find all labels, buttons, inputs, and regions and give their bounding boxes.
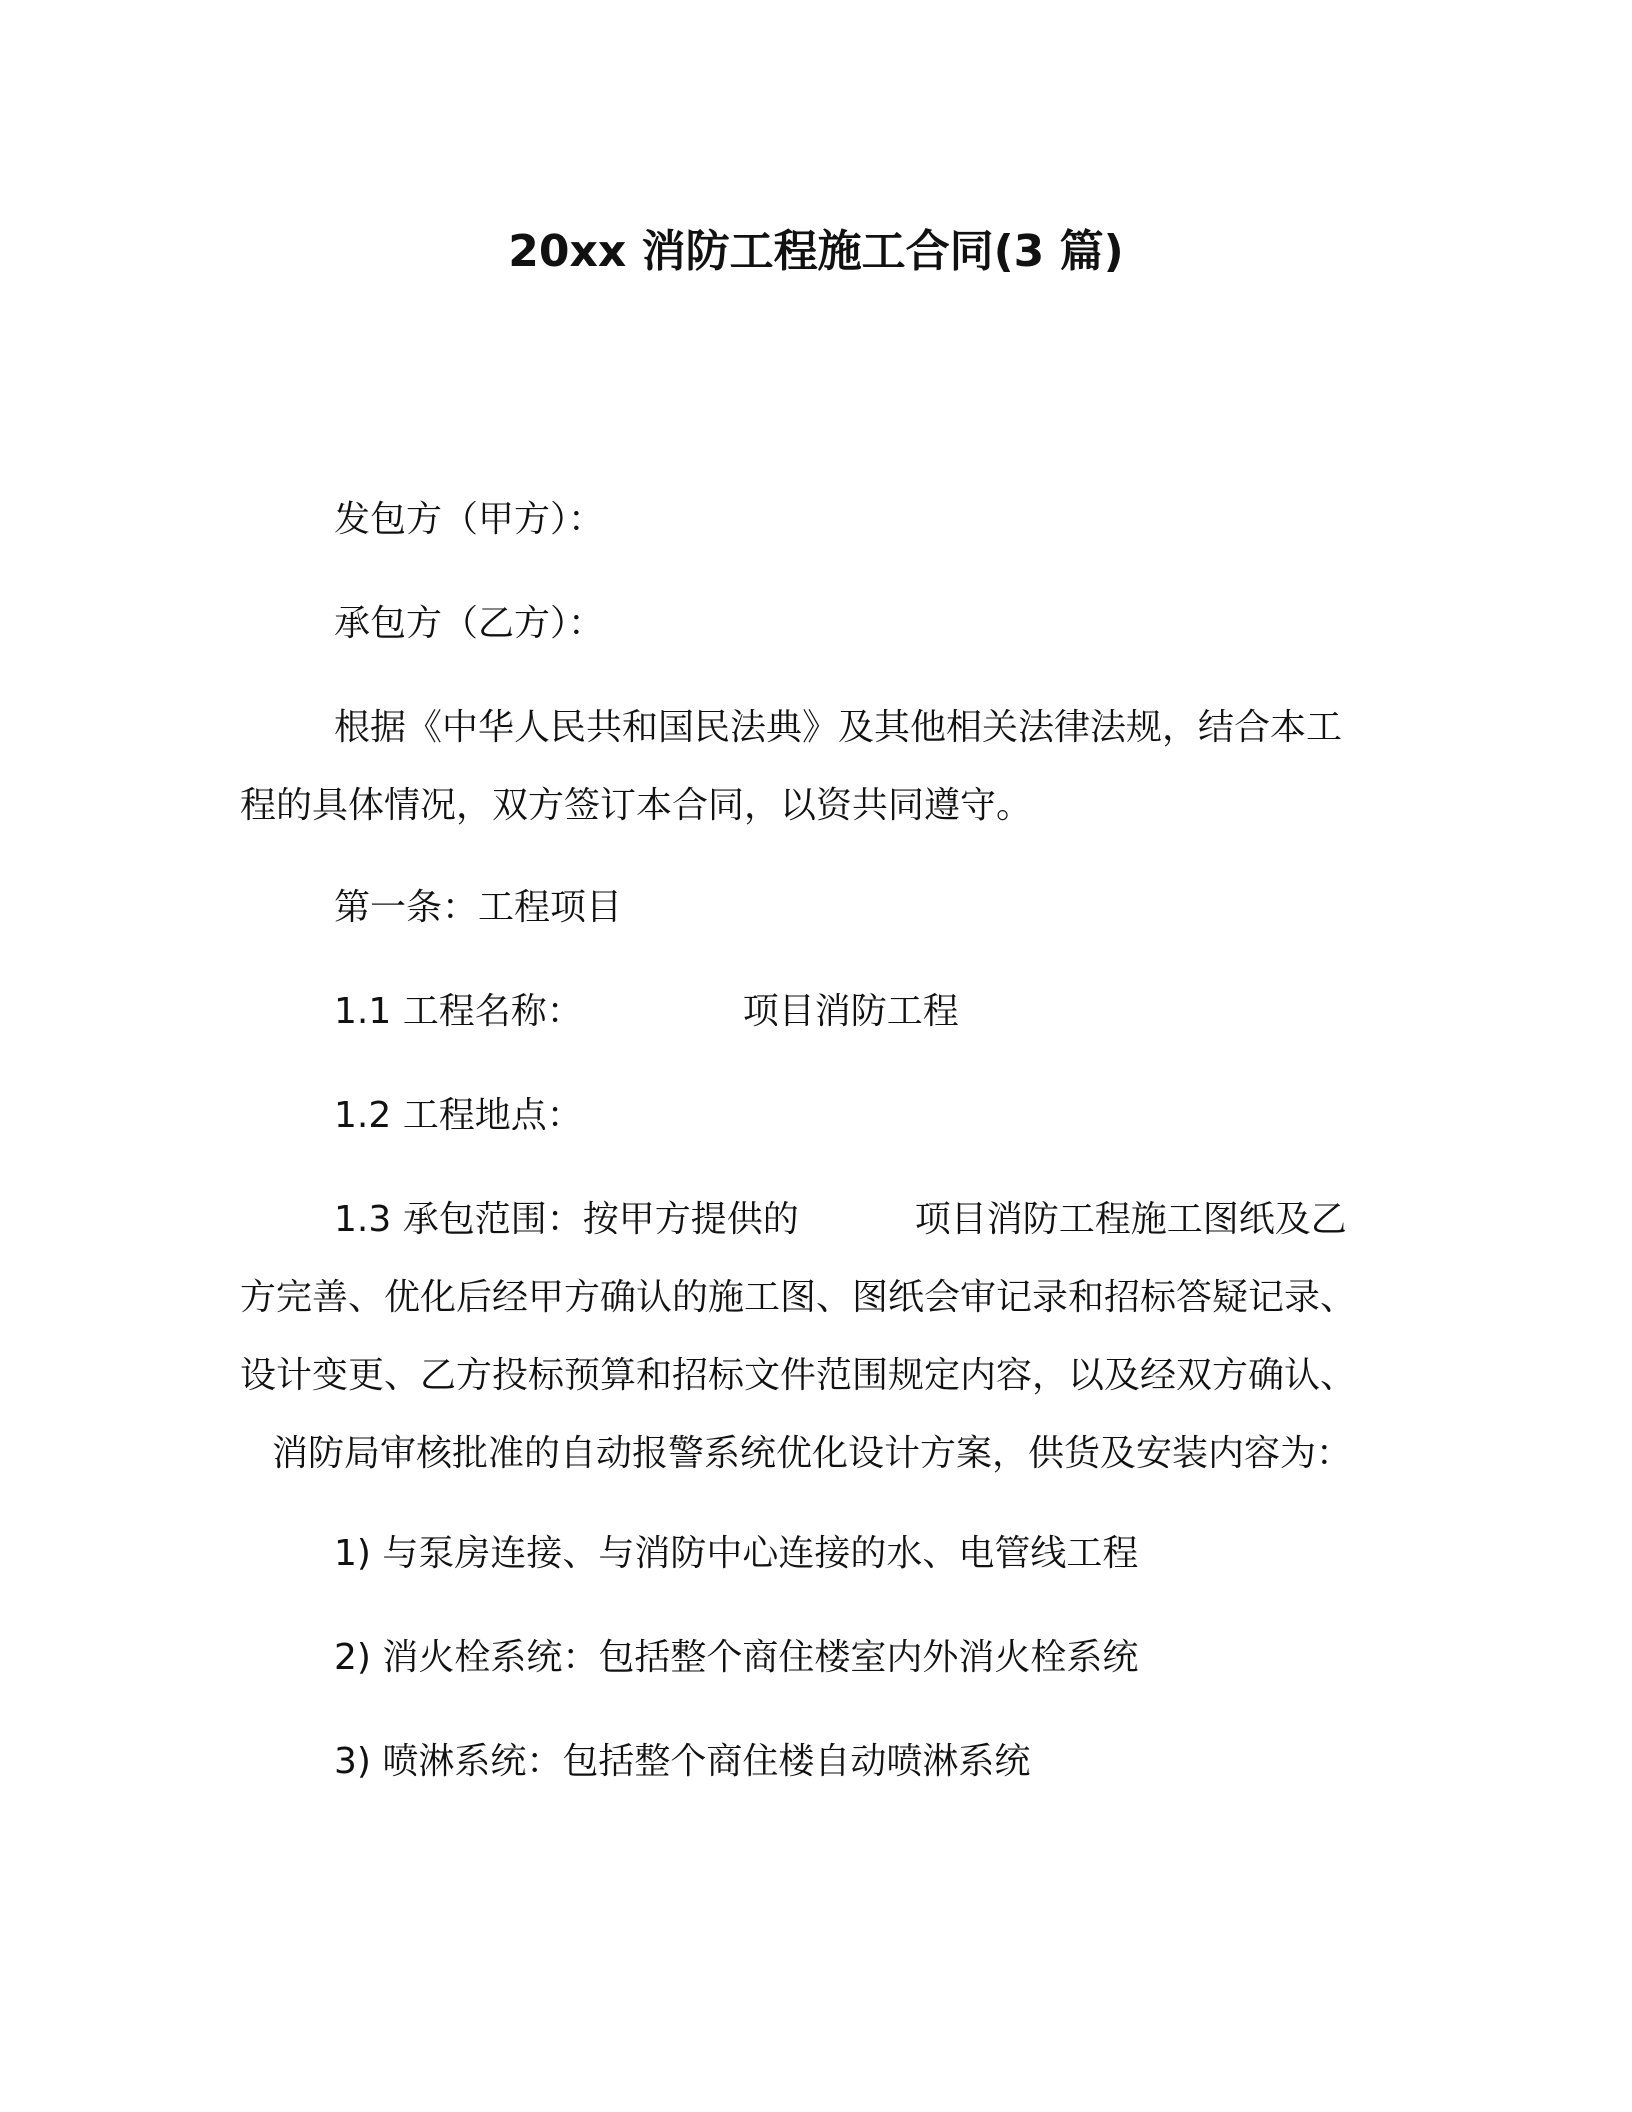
item-1-3-rest: 项目消防工程施工图纸及乙 [914, 1199, 1347, 1240]
intro-line-1: 根据《中华人民共和国民法典》及其他相关法律法规，结合本工 [334, 707, 1343, 748]
item-1-3-line-4: 消防局审核批准的自动报警系统优化设计方案，供货及安装内容为： [272, 1433, 1353, 1474]
list-item: 2) 消火栓系统：包括整个商住楼室内外消火栓系统 [334, 1637, 1139, 1678]
item-1-1 [334, 988, 959, 1036]
item-1-3-line-1 [334, 1196, 1347, 1244]
intro-line-2: 程的具体情况，双方签订本合同，以资共同遵守。 [240, 785, 1033, 826]
item-1-3-line-2: 方完善、优化后经甲方确认的施工图、图纸会审记录和招标答疑记录、 [240, 1277, 1357, 1318]
item-1-3-label: 1.3 承包范围：按甲方提供的 [334, 1199, 799, 1240]
item-1-1-label: 1.1 工程名称： [334, 991, 583, 1032]
item-1-2: 1.2 工程地点： [334, 1095, 583, 1136]
party-b-line: 承包方（乙方）： [334, 603, 605, 644]
party-a-line: 发包方（甲方）： [334, 499, 605, 540]
article-1-heading: 第一条：工程项目 [334, 887, 623, 928]
list-item: 1) 与泵房连接、与消防中心连接的水、电管线工程 [334, 1533, 1139, 1574]
document-title: 20xx 消防工程施工合同(3 篇) [508, 226, 1124, 277]
item-1-1-value: 项目消防工程 [742, 991, 959, 1032]
item-1-3-line-3: 设计变更、乙方投标预算和招标文件范围规定内容，以及经双方确认、 [240, 1355, 1357, 1396]
list-item: 3) 喷淋系统：包括整个商住楼自动喷淋系统 [334, 1741, 1031, 1782]
